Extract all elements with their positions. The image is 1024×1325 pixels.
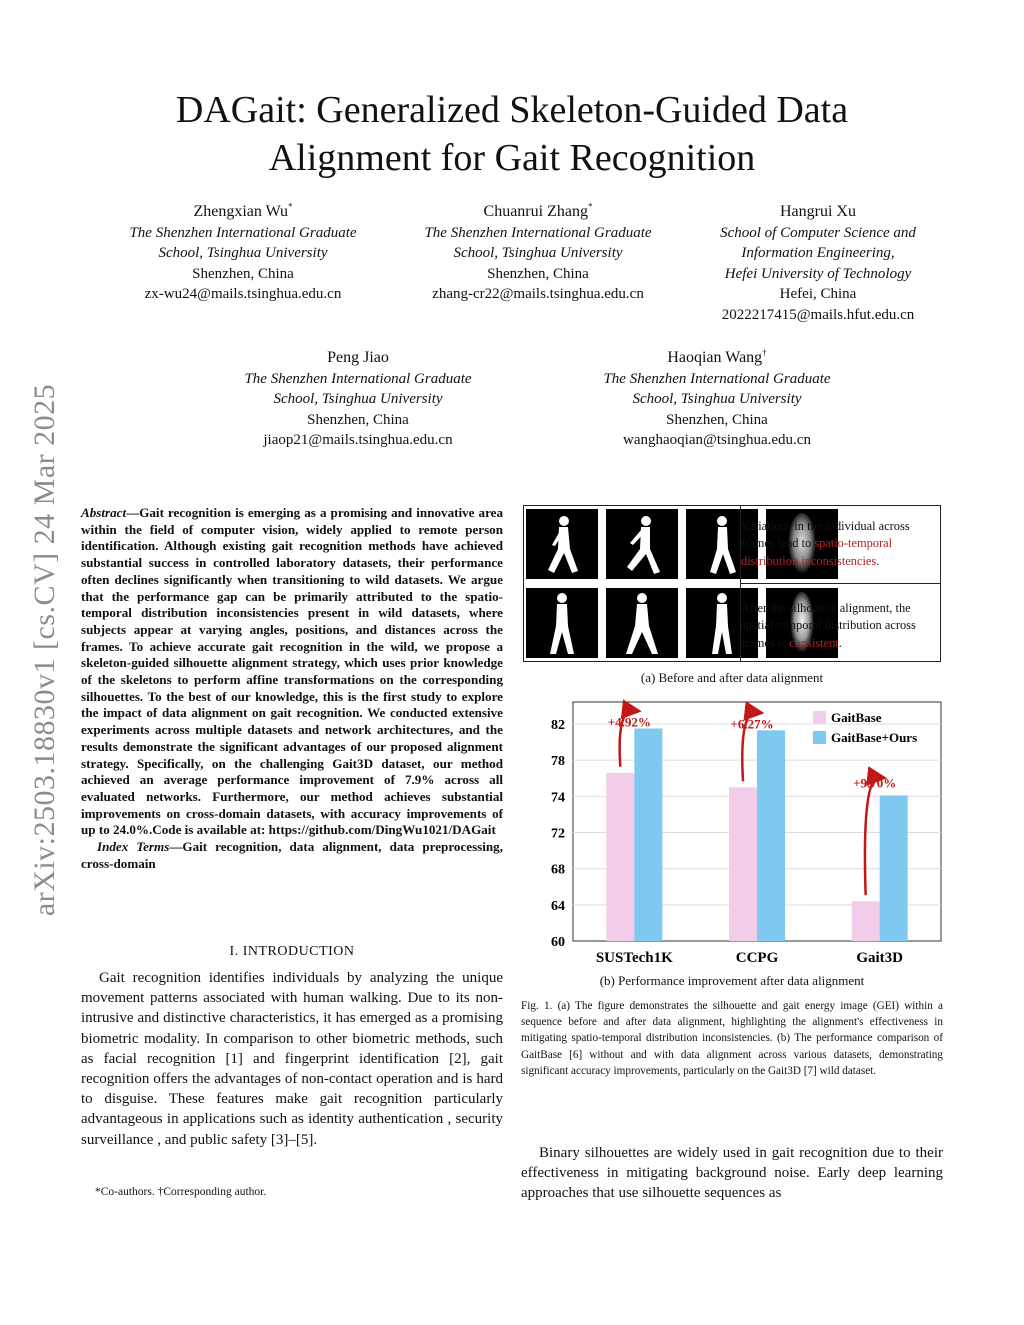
improvement-label: +9.70% <box>853 775 897 791</box>
author-affiliation: The Shenzhen International Graduate <box>603 370 831 387</box>
note-highlight: spatio-temporal distribution inconsistencies <box>741 536 893 568</box>
author-block-3 <box>690 202 946 325</box>
y-tick-label: 72 <box>551 826 565 842</box>
author-email: zhang-cr22@mails.tsinghua.edu.cn <box>432 286 644 302</box>
x-tick-label: Gait3D <box>856 950 904 966</box>
author-affiliation: The Shenzhen International Graduate <box>244 370 472 387</box>
author-mark: * <box>288 201 293 212</box>
author-affiliation: The Shenzhen International Graduate <box>424 224 652 241</box>
author-city: Shenzhen, China <box>487 265 589 282</box>
abstract-label: Abstract <box>81 505 127 520</box>
y-tick-label: 82 <box>551 718 565 733</box>
author-affiliation: School of Computer Science and <box>720 224 916 241</box>
author-name: Hangrui Xu <box>780 203 856 220</box>
note-text: . <box>838 635 842 650</box>
title-line-1: DAGait: Generalized Skeleton-Guided Data <box>175 89 849 131</box>
silhouette-thumbnail <box>526 588 598 658</box>
footnote: *Co-authors. †Corresponding author. <box>95 1186 267 1198</box>
abstract <box>81 505 503 872</box>
author-email: zx-wu24@mails.tsinghua.edu.cn <box>144 286 342 302</box>
silhouette-thumbnail <box>606 509 678 579</box>
author-block-2 <box>398 202 678 305</box>
subcaption-a: (a) Before and after data alignment <box>640 670 824 685</box>
silhouette-thumbnail <box>526 509 598 579</box>
improvement-label: +6.27% <box>730 716 774 732</box>
y-tick-label: 68 <box>551 862 565 878</box>
author-mark: * <box>587 201 593 212</box>
bar-gaitbase-ours <box>634 729 662 941</box>
note-text: After the silhouette alignment, the spatial-temporal distribution across frames is <box>741 601 916 650</box>
author-name: Zhengxian Wu <box>193 203 289 220</box>
section-heading: I. INTRODUCTION <box>229 944 355 959</box>
author-block-4 <box>218 348 498 451</box>
bar-gaitbase <box>606 773 634 941</box>
author-name: Peng Jiao <box>327 349 389 366</box>
arxiv-id: arXiv:2503.18830v1 [cs.CV] 24 Mar 2025 <box>28 383 61 917</box>
author-city: Hefei, China <box>779 286 857 302</box>
author-email: 2022217415@mails.hfut.edu.cn <box>721 306 915 323</box>
author-name: Haoqian Wang <box>667 349 763 366</box>
body-paragraph: Binary silhouettes are widely used in gait recognition due to their effectiveness in mitigating background noise. Early deep learning approaches that use silhouette sequences as <box>521 1145 943 1202</box>
silhouette-thumbnail <box>606 588 678 658</box>
paper-title <box>100 86 924 182</box>
x-tick-label: CCPG <box>735 950 779 966</box>
legend-label: GaitBase <box>831 710 882 725</box>
intro-paragraph: Gait recognition identifies individuals by analyzing the unique movement patterns associated with human walking. Due to its non-intrusive and distinctive characteristics, it has emerged as a promising biometric modality. In comparison to other biometric methods, such as facial recognition [1] and fingerprint identification [2], gait recognition offers the advantages of non-contact operation and is hard to disguise. These features make gait recognition particularly advantageous in applications such as identity authentication , security surveillance , and public safety [3]–[5]. <box>81 970 503 1148</box>
author-email: wanghaoqian@tsinghua.edu.cn <box>623 432 811 448</box>
figure-note-after <box>741 600 941 652</box>
y-tick-label: 60 <box>551 935 565 950</box>
subcaption-b: (b) Performance improvement after data alignment <box>599 973 865 988</box>
abstract-text: —Gait recognition is emerging as a promising and innovative area within the field of computer vision, widely applied to remote person identification. Although existing gait recognition methods have achieved substantial success in controlled laboratory datasets, their performance often declines significantly when transitioning to wild datasets. We argue that the performance gap can be primarily attributed to the spatio-temporal distribution inconsistencies present in wild datasets, where subjects appear at varying angles, positions, and distances across the frames. To achieve accurate gait recognition in the wild, we propose a skeleton-guided silhouette alignment strategy, which uses prior knowledge of the skeletons to perform affine transformations on the corresponding silhouettes. To the best of our knowledge, this is the first study to explore the impact of data alignment on gait recognition. We conducted extensive experiments across multiple datasets and network architectures, and the results demonstrate the significant advantages of our proposed alignment strategy. Specifically, on the challenging Gait3D dataset, our method achieved an average performance improvement of 7.9% across all evaluated networks. Furthermore, our method achieves substantial improvements on cross-domain datasets, with accuracy improvements of up to 24.0%.Code is available at: https://github.com/DingWu1021/DAGait <box>81 505 503 838</box>
author-affiliation: School, Tsinghua University <box>632 391 802 407</box>
index-terms-label: Index Terms <box>97 839 170 855</box>
author-affiliation: Information Engineering, <box>741 245 895 261</box>
author-block-5 <box>577 348 857 451</box>
legend-label: GaitBase+Ours <box>831 730 918 745</box>
title-line-2: Alignment for Gait Recognition <box>268 137 756 179</box>
author-mark: † <box>762 347 767 358</box>
index-terms-text: —Gait recognition, data alignment, data preprocessing, cross-domain <box>81 839 504 871</box>
author-city: Shenzhen, China <box>192 265 294 282</box>
y-tick-label: 64 <box>551 898 565 914</box>
author-email: jiaop21@mails.tsinghua.edu.cn <box>263 432 453 448</box>
bar-gaitbase <box>852 901 880 941</box>
author-affiliation: School, Tsinghua University <box>273 391 443 407</box>
performance-bar-chart <box>521 698 945 970</box>
figure-divider <box>740 583 940 584</box>
author-name: Chuanrui Zhang <box>483 203 588 220</box>
bar-gaitbase-ours <box>880 795 908 941</box>
y-tick-label: 74 <box>551 790 565 806</box>
figure-caption: Fig. 1. (a) The figure demonstrates the silhouette and gait energy image (GEI) within a sequence before and after data alignment, highlighting the alignment's effectiveness in mitigating spatio-temporal distribution inconsistencies. (b) The performance comparison of GaitBase [6] without and with data alignment across various datasets, demonstrating significant accuracy improvements, particularly on the Gait3D [7] wild dataset. <box>521 1000 943 1077</box>
note-text: Variations in the individual across frames lead to <box>741 519 910 551</box>
note-highlight: consistent <box>789 635 839 650</box>
author-affiliation: School, Tsinghua University <box>158 245 328 261</box>
author-affiliation: Hefei University of Technology <box>724 265 912 282</box>
note-text: . <box>876 553 880 568</box>
author-city: Shenzhen, China <box>666 411 768 428</box>
legend-swatch <box>813 711 826 724</box>
author-city: Shenzhen, China <box>307 411 409 428</box>
author-affiliation: School, Tsinghua University <box>453 245 623 261</box>
bar-gaitbase-ours <box>757 730 785 941</box>
y-tick-label: 78 <box>551 754 565 770</box>
silhouette-figure <box>523 505 941 662</box>
author-block-1 <box>103 202 383 305</box>
author-affiliation: The Shenzhen International Graduate <box>129 224 357 241</box>
bar-gaitbase <box>729 787 757 941</box>
x-tick-label: SUSTech1K <box>595 950 673 966</box>
legend-swatch <box>813 731 826 744</box>
figure-note-before <box>741 518 941 570</box>
improvement-label: +4.92% <box>607 714 651 730</box>
